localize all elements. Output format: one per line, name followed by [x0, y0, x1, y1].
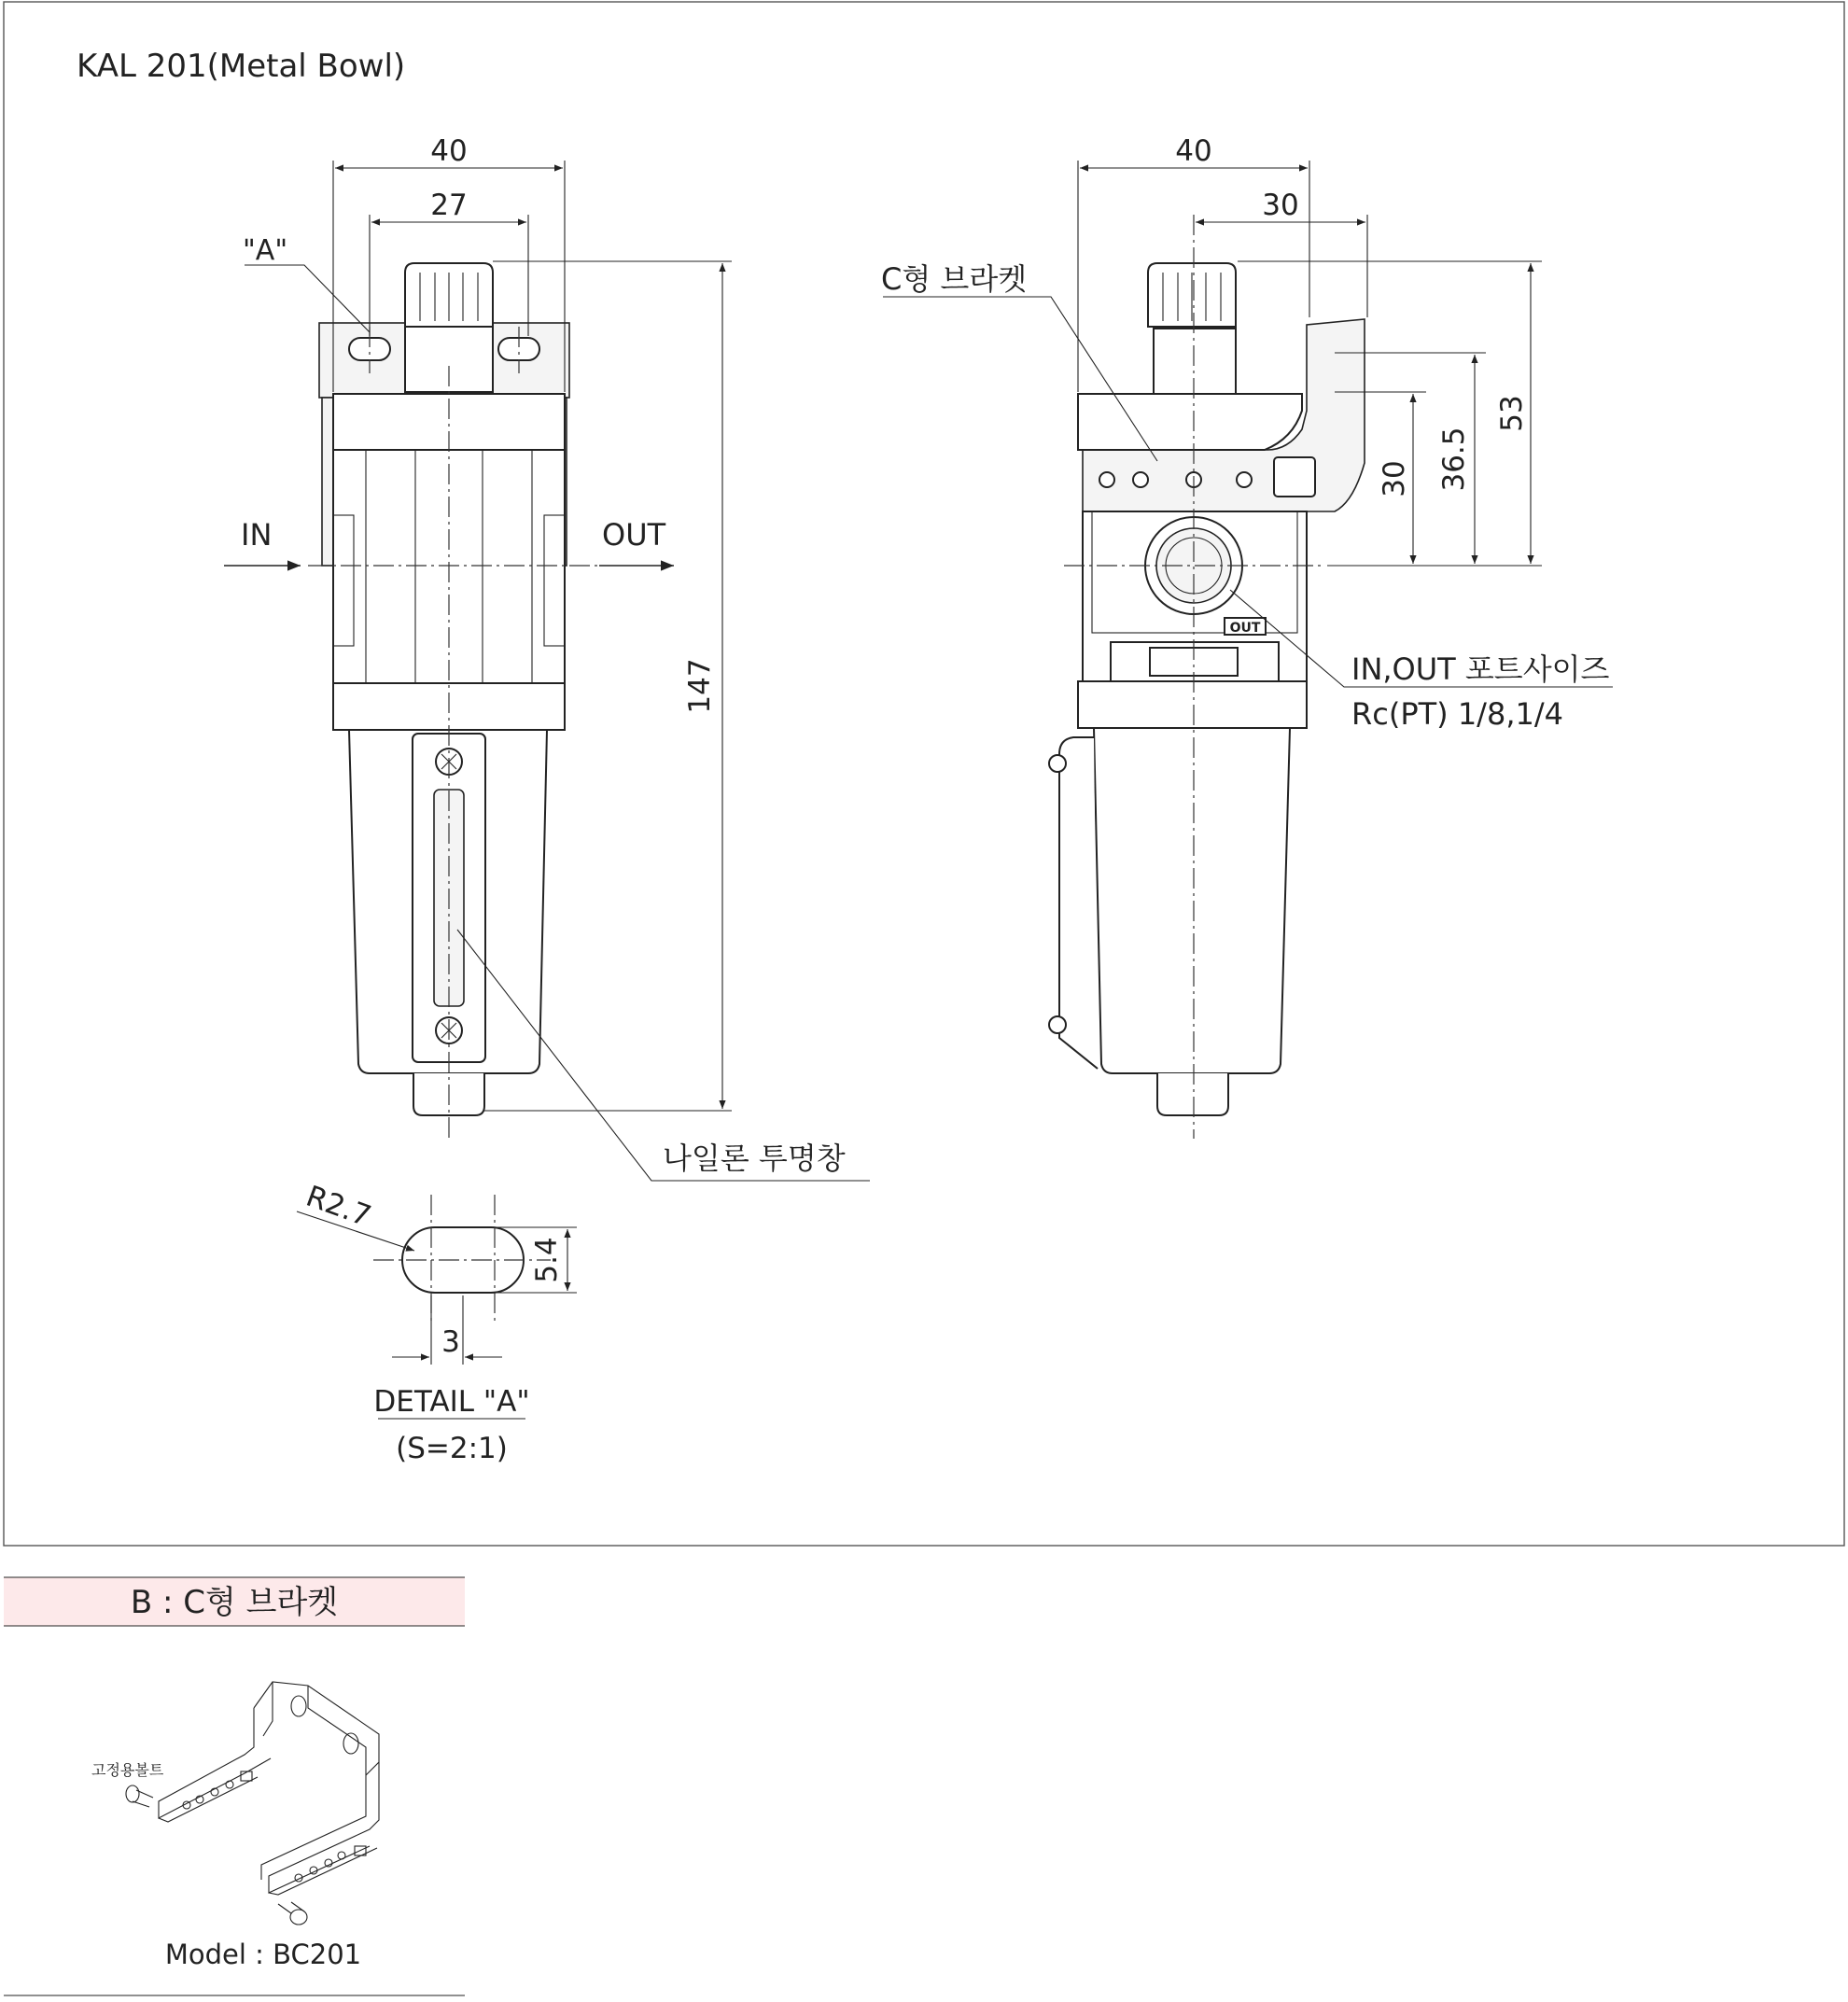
dim-53-text: 53 — [1495, 395, 1529, 432]
dim-36-5-text: 36.5 — [1437, 427, 1471, 492]
port-size-text: Rc(PT) 1/8,1/4 — [1351, 696, 1563, 732]
bracket-model: Model : BC201 — [164, 1939, 362, 1970]
side-drain — [1157, 1073, 1228, 1115]
port-label-text: IN,OUT 포트사이즈 — [1351, 651, 1610, 687]
dim-147-text: 147 — [683, 658, 717, 714]
bracket-iso — [159, 1682, 379, 1895]
detail-title: DETAIL "A" — [373, 1385, 530, 1419]
bolt-left — [126, 1785, 153, 1807]
label-out: OUT — [602, 517, 666, 553]
dim-40-side-text: 40 — [1175, 134, 1212, 168]
side-bowl — [1094, 728, 1290, 1073]
detail-ref-label: "A" — [243, 234, 288, 267]
side-out-marking: OUT — [1229, 621, 1261, 636]
bolt-label: 고정용볼트 — [91, 1761, 164, 1779]
dim-30-horizontal-text: 30 — [1262, 189, 1299, 222]
detail-a — [297, 1180, 577, 1465]
dim-27-text: 27 — [430, 189, 468, 222]
side-bowl-ring — [1078, 681, 1307, 728]
drawing-title: KAL 201(Metal Bowl) — [77, 48, 406, 85]
label-in: IN — [241, 517, 273, 553]
side-top-cap — [1078, 394, 1302, 450]
side-knob-stem — [1154, 329, 1236, 394]
side-view — [881, 134, 1613, 1139]
detail-scale: (S=2:1) — [396, 1432, 508, 1465]
dim-30-vertical-text: 30 — [1378, 460, 1411, 497]
section-b — [4, 1577, 465, 1995]
bolt-bottom — [278, 1902, 307, 1925]
dim-5-4-text: 5.4 — [530, 1237, 564, 1283]
dim-40-front-text: 40 — [430, 134, 468, 168]
front-view — [224, 134, 870, 1181]
bracket-leader-text: C형 브라켓 — [881, 261, 1028, 297]
detail-radius-text: R2.7 — [301, 1179, 376, 1234]
window-leader-text: 나일론 투명창 — [663, 1141, 846, 1176]
section-b-header: B : C형 브라켓 — [130, 1584, 339, 1621]
dim-3-text: 3 — [441, 1325, 460, 1359]
